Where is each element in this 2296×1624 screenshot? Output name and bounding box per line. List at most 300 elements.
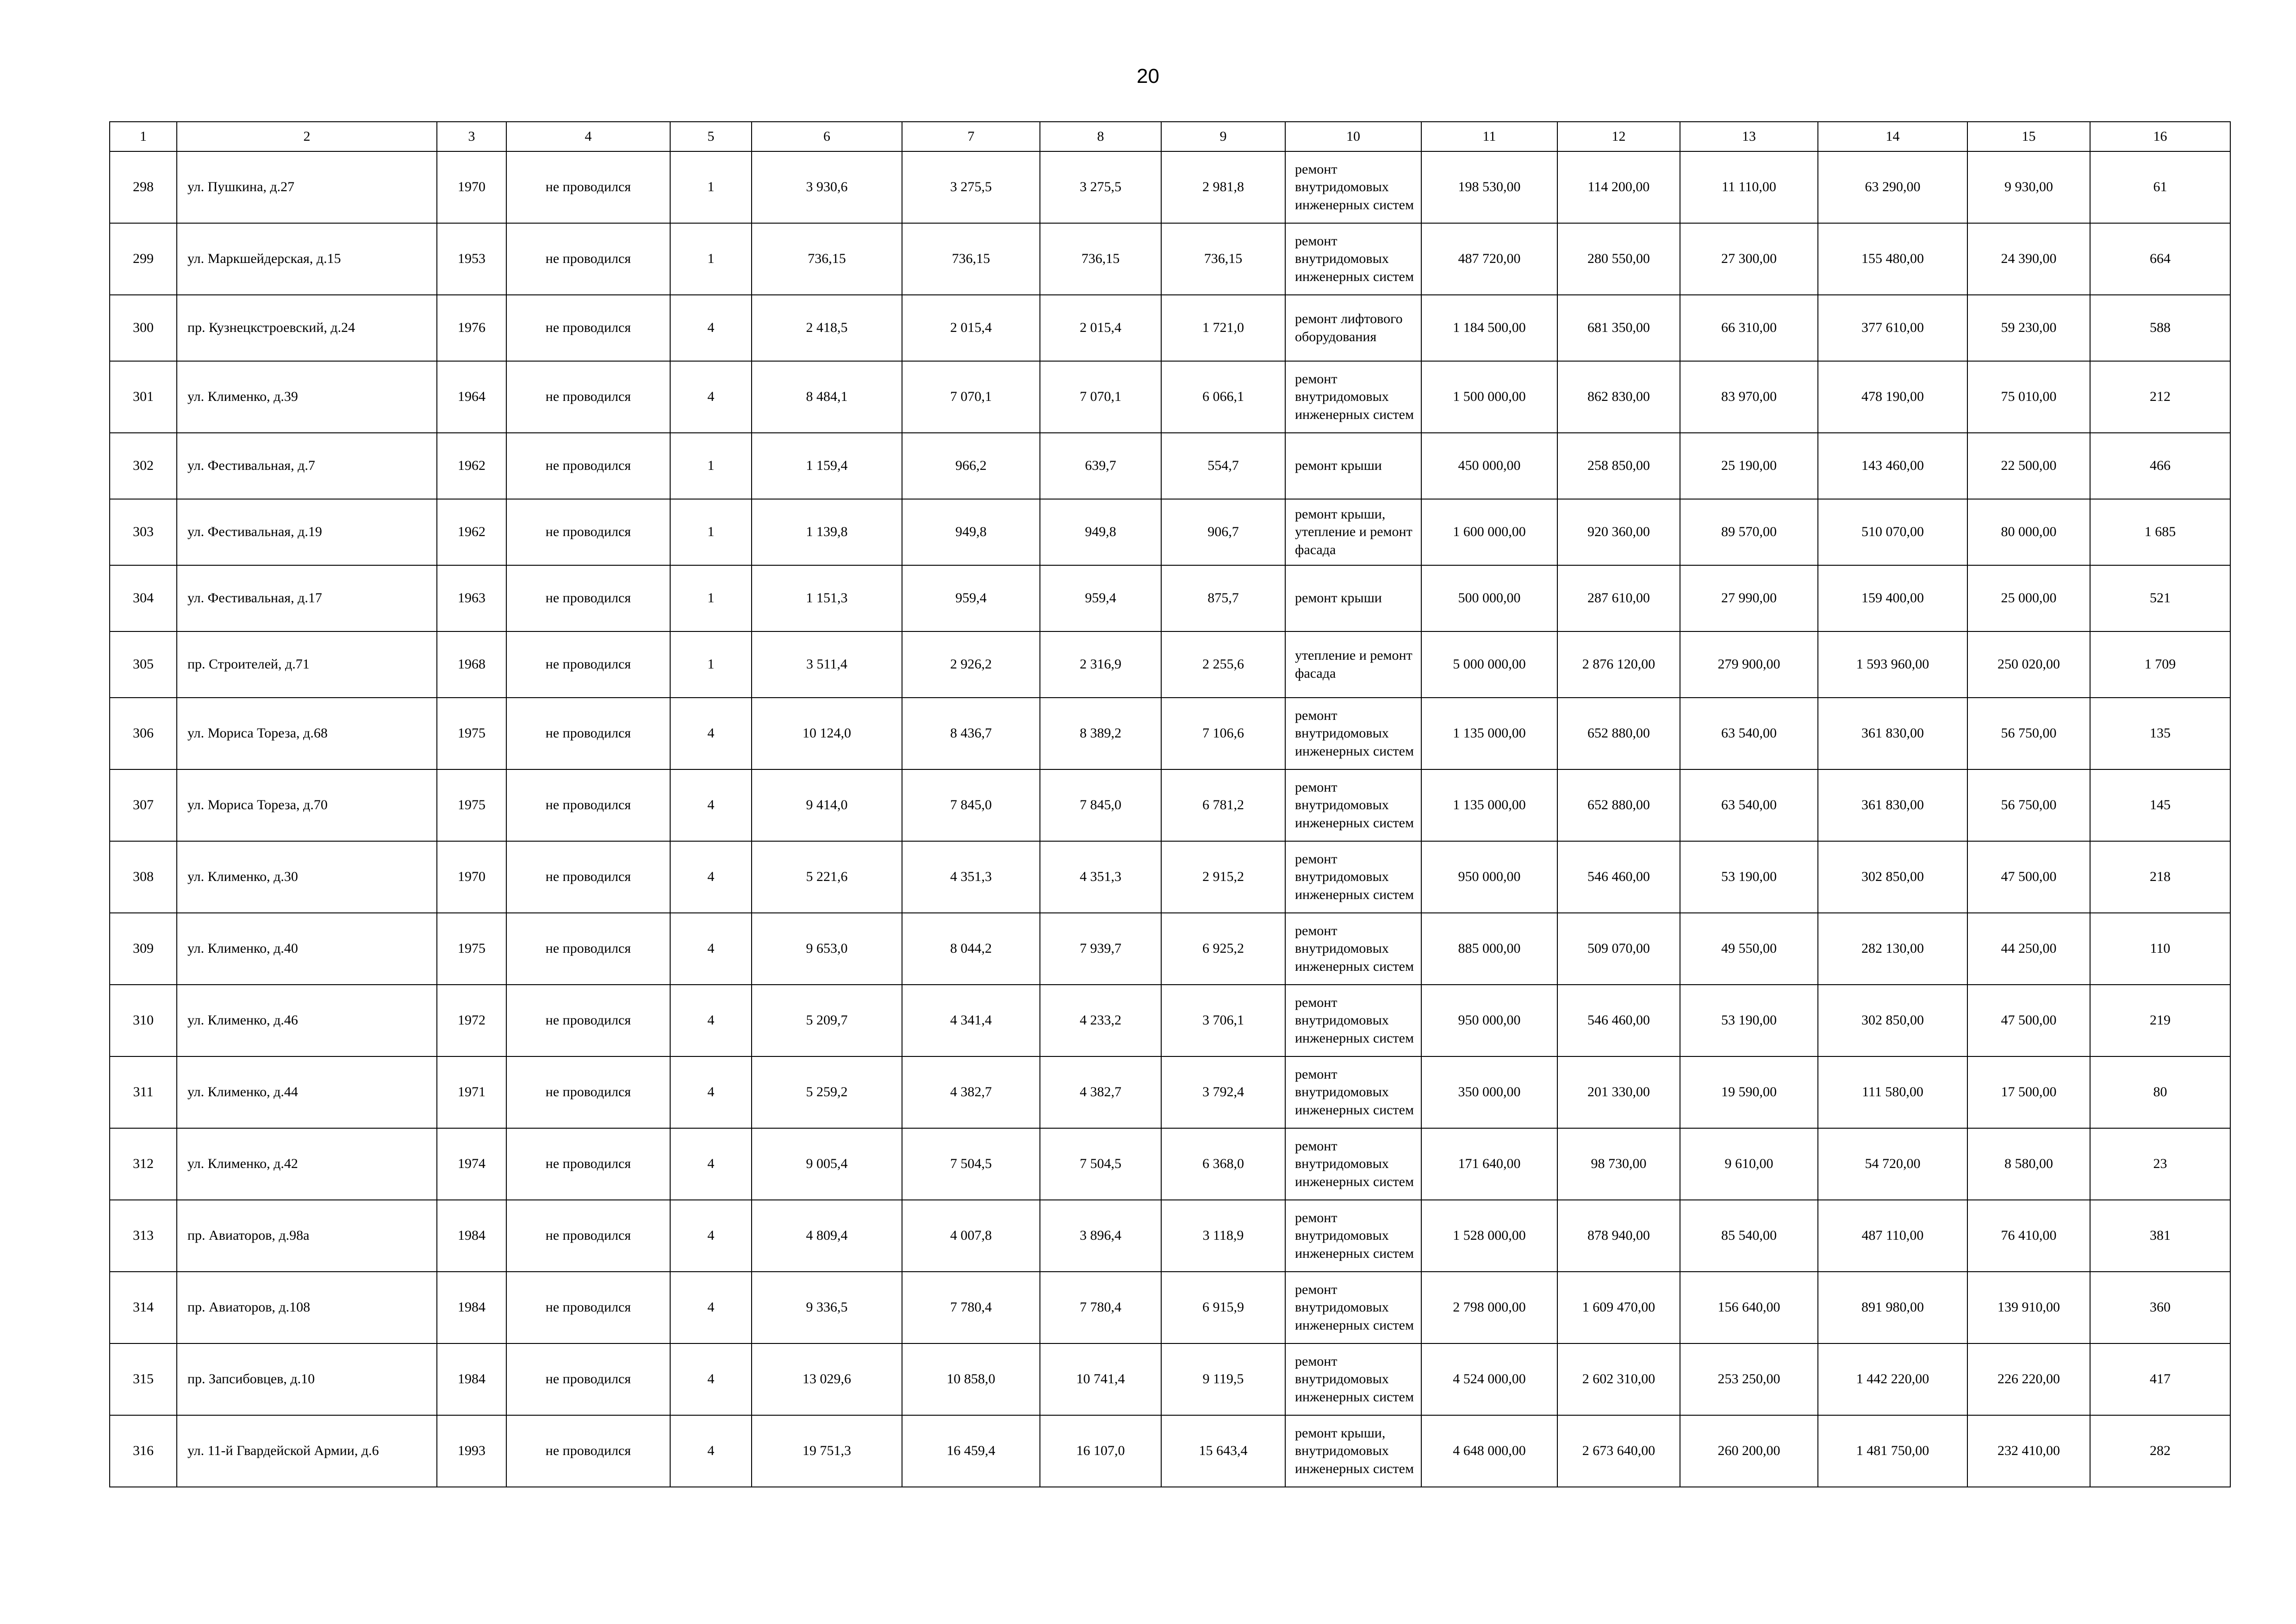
table-cell-col-15: 56 750,00 — [1967, 698, 2090, 769]
table-cell-col-13: 260 200,00 — [1680, 1415, 1818, 1487]
column-header-2: 2 — [177, 122, 437, 151]
table-cell-col-7: 736,15 — [902, 223, 1040, 295]
table-cell-col-12: 546 460,00 — [1557, 841, 1680, 913]
table-cell-col-12: 201 330,00 — [1557, 1056, 1680, 1128]
table-cell-col-2: ул. 11-й Гвардейской Армии, д.6 — [177, 1415, 437, 1487]
table-cell-col-14: 54 720,00 — [1818, 1128, 1967, 1200]
table-cell-col-10: утепление и ремонт фасада — [1285, 631, 1421, 698]
table-cell-col-15: 250 020,00 — [1967, 631, 2090, 698]
table-cell-col-7: 4 341,4 — [902, 985, 1040, 1056]
table-cell-col-1: 306 — [110, 698, 177, 769]
table-cell-col-3: 1972 — [437, 985, 506, 1056]
table-cell-col-6: 13 029,6 — [752, 1343, 902, 1415]
table-cell-col-2: ул. Клименко, д.30 — [177, 841, 437, 913]
table-cell-col-8: 949,8 — [1040, 499, 1161, 565]
table-cell-col-3: 1971 — [437, 1056, 506, 1128]
table-cell-col-5: 4 — [670, 295, 752, 361]
table-cell-col-9: 6 368,0 — [1161, 1128, 1285, 1200]
table-cell-col-10: ремонт внутридомовых инженерных систем — [1285, 1272, 1421, 1343]
table-cell-col-13: 53 190,00 — [1680, 841, 1818, 913]
table-cell-col-1: 302 — [110, 433, 177, 499]
table-cell-col-4: не проводился — [506, 631, 670, 698]
table-cell-col-8: 4 351,3 — [1040, 841, 1161, 913]
table-cell-col-4: не проводился — [506, 361, 670, 433]
table-cell-col-13: 85 540,00 — [1680, 1200, 1818, 1272]
table-cell-col-11: 450 000,00 — [1421, 433, 1557, 499]
table-cell-col-4: не проводился — [506, 841, 670, 913]
table-cell-col-1: 305 — [110, 631, 177, 698]
table-cell-col-5: 4 — [670, 1056, 752, 1128]
table-cell-col-11: 198 530,00 — [1421, 151, 1557, 223]
column-header-8: 8 — [1040, 122, 1161, 151]
table-cell-col-15: 17 500,00 — [1967, 1056, 2090, 1128]
table-cell-col-9: 2 255,6 — [1161, 631, 1285, 698]
table-cell-col-7: 8 044,2 — [902, 913, 1040, 985]
table-cell-col-3: 1984 — [437, 1200, 506, 1272]
table-cell-col-10: ремонт внутридомовых инженерных систем — [1285, 1343, 1421, 1415]
table-cell-col-3: 1975 — [437, 913, 506, 985]
table-cell-col-7: 4 382,7 — [902, 1056, 1040, 1128]
table-cell-col-3: 1984 — [437, 1343, 506, 1415]
table-cell-col-14: 891 980,00 — [1818, 1272, 1967, 1343]
table-cell-col-16: 381 — [2090, 1200, 2230, 1272]
table-cell-col-14: 361 830,00 — [1818, 698, 1967, 769]
table-cell-col-6: 3 511,4 — [752, 631, 902, 698]
column-number-row — [110, 122, 2230, 151]
column-header-3: 3 — [437, 122, 506, 151]
table-cell-col-8: 7 070,1 — [1040, 361, 1161, 433]
table-cell-col-6: 10 124,0 — [752, 698, 902, 769]
table-cell-col-14: 302 850,00 — [1818, 985, 1967, 1056]
table-cell-col-1: 307 — [110, 769, 177, 841]
table-cell-col-4: не проводился — [506, 565, 670, 631]
column-header-10: 10 — [1285, 122, 1421, 151]
table-cell-col-15: 139 910,00 — [1967, 1272, 2090, 1343]
table-cell-col-15: 25 000,00 — [1967, 565, 2090, 631]
table-cell-col-6: 9 653,0 — [752, 913, 902, 985]
table-cell-col-16: 80 — [2090, 1056, 2230, 1128]
table-cell-col-1: 300 — [110, 295, 177, 361]
table-cell-col-7: 949,8 — [902, 499, 1040, 565]
table-cell-col-12: 546 460,00 — [1557, 985, 1680, 1056]
table-cell-col-12: 652 880,00 — [1557, 698, 1680, 769]
table-cell-col-5: 1 — [670, 223, 752, 295]
table-cell-col-14: 111 580,00 — [1818, 1056, 1967, 1128]
table-row — [110, 841, 2230, 913]
page-number: 20 — [1137, 65, 1159, 87]
table-cell-col-16: 135 — [2090, 698, 2230, 769]
table-cell-col-9: 906,7 — [1161, 499, 1285, 565]
column-header-11: 11 — [1421, 122, 1557, 151]
table-cell-col-11: 171 640,00 — [1421, 1128, 1557, 1200]
table-cell-col-15: 8 580,00 — [1967, 1128, 2090, 1200]
table-cell-col-2: пр. Авиаторов, д.98а — [177, 1200, 437, 1272]
table-cell-col-8: 4 233,2 — [1040, 985, 1161, 1056]
table-cell-col-7: 7 780,4 — [902, 1272, 1040, 1343]
table-cell-col-2: ул. Фестивальная, д.19 — [177, 499, 437, 565]
table-cell-col-1: 315 — [110, 1343, 177, 1415]
table-cell-col-3: 1962 — [437, 433, 506, 499]
table-cell-col-7: 16 459,4 — [902, 1415, 1040, 1487]
column-header-9: 9 — [1161, 122, 1285, 151]
table-cell-col-13: 83 970,00 — [1680, 361, 1818, 433]
table-cell-col-9: 3 792,4 — [1161, 1056, 1285, 1128]
table-cell-col-12: 2 673 640,00 — [1557, 1415, 1680, 1487]
table-cell-col-8: 7 780,4 — [1040, 1272, 1161, 1343]
table-cell-col-6: 5 209,7 — [752, 985, 902, 1056]
table-cell-col-7: 966,2 — [902, 433, 1040, 499]
table-cell-col-6: 1 159,4 — [752, 433, 902, 499]
table-cell-col-3: 1975 — [437, 698, 506, 769]
table-row — [110, 1128, 2230, 1200]
table-cell-col-16: 417 — [2090, 1343, 2230, 1415]
table-cell-col-4: не проводился — [506, 698, 670, 769]
table-cell-col-12: 287 610,00 — [1557, 565, 1680, 631]
table-cell-col-6: 8 484,1 — [752, 361, 902, 433]
table-cell-col-6: 5 259,2 — [752, 1056, 902, 1128]
column-header-7: 7 — [902, 122, 1040, 151]
table-cell-col-15: 80 000,00 — [1967, 499, 2090, 565]
table-cell-col-16: 282 — [2090, 1415, 2230, 1487]
table-cell-col-16: 145 — [2090, 769, 2230, 841]
table-cell-col-10: ремонт крыши — [1285, 565, 1421, 631]
table-cell-col-7: 4 351,3 — [902, 841, 1040, 913]
table-cell-col-5: 4 — [670, 1272, 752, 1343]
table-row — [110, 698, 2230, 769]
table-cell-col-7: 7 070,1 — [902, 361, 1040, 433]
table-cell-col-10: ремонт внутридомовых инженерных систем — [1285, 1056, 1421, 1128]
table-cell-col-4: не проводился — [506, 1056, 670, 1128]
table-cell-col-2: ул. Клименко, д.46 — [177, 985, 437, 1056]
table-cell-col-6: 9 414,0 — [752, 769, 902, 841]
table-row — [110, 631, 2230, 698]
table-cell-col-8: 7 939,7 — [1040, 913, 1161, 985]
table-cell-col-8: 3 275,5 — [1040, 151, 1161, 223]
table-cell-col-8: 7 504,5 — [1040, 1128, 1161, 1200]
table-cell-col-16: 1 709 — [2090, 631, 2230, 698]
table-cell-col-14: 1 442 220,00 — [1818, 1343, 1967, 1415]
table-cell-col-9: 6 781,2 — [1161, 769, 1285, 841]
table-cell-col-4: не проводился — [506, 1415, 670, 1487]
table-cell-col-10: ремонт внутридомовых инженерных систем — [1285, 223, 1421, 295]
table-cell-col-7: 10 858,0 — [902, 1343, 1040, 1415]
table-cell-col-10: ремонт внутридомовых инженерных систем — [1285, 913, 1421, 985]
table-cell-col-1: 301 — [110, 361, 177, 433]
table-cell-col-5: 4 — [670, 769, 752, 841]
table-cell-col-16: 61 — [2090, 151, 2230, 223]
table-cell-col-2: пр. Запсибовцев, д.10 — [177, 1343, 437, 1415]
table-row — [110, 769, 2230, 841]
table-cell-col-12: 280 550,00 — [1557, 223, 1680, 295]
table-cell-col-15: 44 250,00 — [1967, 913, 2090, 985]
table-cell-col-6: 1 139,8 — [752, 499, 902, 565]
table-cell-col-3: 1970 — [437, 151, 506, 223]
table-cell-col-3: 1964 — [437, 361, 506, 433]
column-header-15: 15 — [1967, 122, 2090, 151]
table-cell-col-3: 1968 — [437, 631, 506, 698]
table-cell-col-5: 1 — [670, 151, 752, 223]
column-header-16: 16 — [2090, 122, 2230, 151]
table-cell-col-6: 5 221,6 — [752, 841, 902, 913]
table-cell-col-12: 98 730,00 — [1557, 1128, 1680, 1200]
table-cell-col-10: ремонт внутридомовых инженерных систем — [1285, 769, 1421, 841]
table-cell-col-4: не проводился — [506, 1128, 670, 1200]
table-cell-col-13: 66 310,00 — [1680, 295, 1818, 361]
table-cell-col-8: 8 389,2 — [1040, 698, 1161, 769]
table-cell-col-5: 4 — [670, 841, 752, 913]
table-cell-col-10: ремонт крыши, внутридомовых инженерных систем — [1285, 1415, 1421, 1487]
table-row — [110, 295, 2230, 361]
column-header-4: 4 — [506, 122, 670, 151]
table-cell-col-2: ул. Клименко, д.39 — [177, 361, 437, 433]
table-cell-col-16: 664 — [2090, 223, 2230, 295]
table-cell-col-16: 218 — [2090, 841, 2230, 913]
table-cell-col-16: 110 — [2090, 913, 2230, 985]
table-row — [110, 1415, 2230, 1487]
table-cell-col-5: 1 — [670, 565, 752, 631]
table-cell-col-7: 959,4 — [902, 565, 1040, 631]
table-cell-col-9: 3 706,1 — [1161, 985, 1285, 1056]
table-cell-col-14: 377 610,00 — [1818, 295, 1967, 361]
table-cell-col-5: 1 — [670, 631, 752, 698]
table-cell-col-11: 1 135 000,00 — [1421, 698, 1557, 769]
table-cell-col-5: 1 — [670, 433, 752, 499]
table-cell-col-5: 4 — [670, 1200, 752, 1272]
table-cell-col-10: ремонт внутридомовых инженерных систем — [1285, 698, 1421, 769]
table-cell-col-9: 736,15 — [1161, 223, 1285, 295]
table-cell-col-2: ул. Фестивальная, д.7 — [177, 433, 437, 499]
table-cell-col-3: 1976 — [437, 295, 506, 361]
table-cell-col-11: 500 000,00 — [1421, 565, 1557, 631]
table-cell-col-1: 309 — [110, 913, 177, 985]
table-cell-col-16: 360 — [2090, 1272, 2230, 1343]
table-cell-col-14: 487 110,00 — [1818, 1200, 1967, 1272]
table-cell-col-1: 308 — [110, 841, 177, 913]
table-cell-col-4: не проводился — [506, 499, 670, 565]
table-cell-col-8: 4 382,7 — [1040, 1056, 1161, 1128]
table-cell-col-5: 4 — [670, 1343, 752, 1415]
table-cell-col-10: ремонт внутридомовых инженерных систем — [1285, 1128, 1421, 1200]
table-cell-col-14: 159 400,00 — [1818, 565, 1967, 631]
table-cell-col-3: 1984 — [437, 1272, 506, 1343]
table-cell-col-2: ул. Клименко, д.40 — [177, 913, 437, 985]
table-cell-col-6: 19 751,3 — [752, 1415, 902, 1487]
table-cell-col-7: 7 504,5 — [902, 1128, 1040, 1200]
table-cell-col-14: 63 290,00 — [1818, 151, 1967, 223]
table-cell-col-16: 212 — [2090, 361, 2230, 433]
table-cell-col-11: 4 524 000,00 — [1421, 1343, 1557, 1415]
table-cell-col-10: ремонт крыши — [1285, 433, 1421, 499]
table-cell-col-12: 509 070,00 — [1557, 913, 1680, 985]
table-cell-col-9: 875,7 — [1161, 565, 1285, 631]
table-cell-col-2: пр. Строителей, д.71 — [177, 631, 437, 698]
table-cell-col-13: 253 250,00 — [1680, 1343, 1818, 1415]
table-row — [110, 1343, 2230, 1415]
table-cell-col-1: 316 — [110, 1415, 177, 1487]
table-cell-col-8: 10 741,4 — [1040, 1343, 1161, 1415]
table-cell-col-9: 3 118,9 — [1161, 1200, 1285, 1272]
table-cell-col-4: не проводился — [506, 1343, 670, 1415]
table-cell-col-9: 6 915,9 — [1161, 1272, 1285, 1343]
table-cell-col-16: 521 — [2090, 565, 2230, 631]
table-cell-col-1: 313 — [110, 1200, 177, 1272]
table-cell-col-5: 4 — [670, 913, 752, 985]
table-cell-col-9: 7 106,6 — [1161, 698, 1285, 769]
table-cell-col-10: ремонт внутридомовых инженерных систем — [1285, 361, 1421, 433]
table-cell-col-1: 314 — [110, 1272, 177, 1343]
table-cell-col-3: 1975 — [437, 769, 506, 841]
table-row — [110, 223, 2230, 295]
table-cell-col-11: 1 184 500,00 — [1421, 295, 1557, 361]
table-cell-col-5: 4 — [670, 361, 752, 433]
column-header-12: 12 — [1557, 122, 1680, 151]
table-cell-col-16: 219 — [2090, 985, 2230, 1056]
table-cell-col-2: ул. Клименко, д.44 — [177, 1056, 437, 1128]
table-cell-col-3: 1970 — [437, 841, 506, 913]
table-cell-col-8: 2 316,9 — [1040, 631, 1161, 698]
table-cell-col-15: 56 750,00 — [1967, 769, 2090, 841]
table-cell-col-3: 1953 — [437, 223, 506, 295]
table-cell-col-8: 736,15 — [1040, 223, 1161, 295]
table-cell-col-13: 63 540,00 — [1680, 769, 1818, 841]
table-cell-col-8: 639,7 — [1040, 433, 1161, 499]
table-cell-col-9: 9 119,5 — [1161, 1343, 1285, 1415]
table-cell-col-4: не проводился — [506, 1200, 670, 1272]
table-cell-col-11: 950 000,00 — [1421, 985, 1557, 1056]
table-cell-col-2: ул. Мориса Тореза, д.70 — [177, 769, 437, 841]
table-cell-col-11: 1 528 000,00 — [1421, 1200, 1557, 1272]
table-cell-col-7: 8 436,7 — [902, 698, 1040, 769]
table-cell-col-14: 302 850,00 — [1818, 841, 1967, 913]
table-row — [110, 151, 2230, 223]
table-cell-col-2: пр. Кузнецкстроевский, д.24 — [177, 295, 437, 361]
table-row — [110, 1272, 2230, 1343]
table-cell-col-12: 258 850,00 — [1557, 433, 1680, 499]
table-cell-col-6: 9 005,4 — [752, 1128, 902, 1200]
table-cell-col-15: 76 410,00 — [1967, 1200, 2090, 1272]
table-cell-col-15: 232 410,00 — [1967, 1415, 2090, 1487]
table-cell-col-10: ремонт внутридомовых инженерных систем — [1285, 1200, 1421, 1272]
table-cell-col-10: ремонт лифтового оборудования — [1285, 295, 1421, 361]
table-cell-col-9: 6 066,1 — [1161, 361, 1285, 433]
table-cell-col-16: 1 685 — [2090, 499, 2230, 565]
table-cell-col-13: 25 190,00 — [1680, 433, 1818, 499]
table-cell-col-4: не проводился — [506, 433, 670, 499]
table-cell-col-13: 19 590,00 — [1680, 1056, 1818, 1128]
table-row — [110, 913, 2230, 985]
table-row — [110, 499, 2230, 565]
table-cell-col-11: 350 000,00 — [1421, 1056, 1557, 1128]
table-cell-col-1: 311 — [110, 1056, 177, 1128]
table-cell-col-15: 47 500,00 — [1967, 985, 2090, 1056]
table-cell-col-12: 681 350,00 — [1557, 295, 1680, 361]
table-cell-col-13: 156 640,00 — [1680, 1272, 1818, 1343]
table-cell-col-13: 89 570,00 — [1680, 499, 1818, 565]
table-cell-col-3: 1993 — [437, 1415, 506, 1487]
table-cell-col-8: 16 107,0 — [1040, 1415, 1161, 1487]
table-cell-col-7: 4 007,8 — [902, 1200, 1040, 1272]
table-cell-col-9: 6 925,2 — [1161, 913, 1285, 985]
table-cell-col-1: 310 — [110, 985, 177, 1056]
table-cell-col-11: 5 000 000,00 — [1421, 631, 1557, 698]
table-cell-col-7: 3 275,5 — [902, 151, 1040, 223]
table-cell-col-16: 466 — [2090, 433, 2230, 499]
table-cell-col-6: 1 151,3 — [752, 565, 902, 631]
table-cell-col-13: 53 190,00 — [1680, 985, 1818, 1056]
table-row — [110, 565, 2230, 631]
table-cell-col-4: не проводился — [506, 223, 670, 295]
table-cell-col-13: 279 900,00 — [1680, 631, 1818, 698]
table-cell-col-14: 155 480,00 — [1818, 223, 1967, 295]
table-cell-col-1: 304 — [110, 565, 177, 631]
table-row — [110, 433, 2230, 499]
table-cell-col-3: 1974 — [437, 1128, 506, 1200]
table-cell-col-4: не проводился — [506, 913, 670, 985]
table-cell-col-7: 2 926,2 — [902, 631, 1040, 698]
table-row — [110, 985, 2230, 1056]
table-cell-col-4: не проводился — [506, 151, 670, 223]
table-cell-col-15: 22 500,00 — [1967, 433, 2090, 499]
table-cell-col-9: 2 915,2 — [1161, 841, 1285, 913]
table-cell-col-6: 2 418,5 — [752, 295, 902, 361]
table-cell-col-11: 885 000,00 — [1421, 913, 1557, 985]
table-cell-col-6: 4 809,4 — [752, 1200, 902, 1272]
table-cell-col-12: 1 609 470,00 — [1557, 1272, 1680, 1343]
table-cell-col-14: 282 130,00 — [1818, 913, 1967, 985]
table-cell-col-2: ул. Клименко, д.42 — [177, 1128, 437, 1200]
table-cell-col-7: 2 015,4 — [902, 295, 1040, 361]
table-body — [110, 151, 2230, 1487]
table-cell-col-11: 1 600 000,00 — [1421, 499, 1557, 565]
table-cell-col-15: 226 220,00 — [1967, 1343, 2090, 1415]
table-cell-col-9: 1 721,0 — [1161, 295, 1285, 361]
table-cell-col-6: 9 336,5 — [752, 1272, 902, 1343]
table-cell-col-3: 1963 — [437, 565, 506, 631]
table-cell-col-2: ул. Фестивальная, д.17 — [177, 565, 437, 631]
table-cell-col-4: не проводился — [506, 1272, 670, 1343]
table-cell-col-5: 4 — [670, 698, 752, 769]
table-cell-col-11: 2 798 000,00 — [1421, 1272, 1557, 1343]
table-cell-col-14: 143 460,00 — [1818, 433, 1967, 499]
table-cell-col-8: 3 896,4 — [1040, 1200, 1161, 1272]
table-cell-col-5: 4 — [670, 1128, 752, 1200]
table-cell-col-6: 736,15 — [752, 223, 902, 295]
table-row — [110, 1200, 2230, 1272]
table-cell-col-11: 4 648 000,00 — [1421, 1415, 1557, 1487]
table-cell-col-14: 510 070,00 — [1818, 499, 1967, 565]
table-cell-col-14: 361 830,00 — [1818, 769, 1967, 841]
table-cell-col-14: 1 481 750,00 — [1818, 1415, 1967, 1487]
table-cell-col-13: 27 300,00 — [1680, 223, 1818, 295]
table-cell-col-10: ремонт крыши, утепление и ремонт фасада — [1285, 499, 1421, 565]
table-cell-col-8: 2 015,4 — [1040, 295, 1161, 361]
table-cell-col-12: 862 830,00 — [1557, 361, 1680, 433]
table-cell-col-11: 487 720,00 — [1421, 223, 1557, 295]
table-cell-col-15: 24 390,00 — [1967, 223, 2090, 295]
table-cell-col-15: 59 230,00 — [1967, 295, 2090, 361]
table-cell-col-5: 1 — [670, 499, 752, 565]
table-cell-col-4: не проводился — [506, 985, 670, 1056]
column-header-1: 1 — [110, 122, 177, 151]
table-cell-col-13: 27 990,00 — [1680, 565, 1818, 631]
table-cell-col-2: ул. Пушкина, д.27 — [177, 151, 437, 223]
table-cell-col-10: ремонт внутридомовых инженерных систем — [1285, 151, 1421, 223]
table-cell-col-8: 959,4 — [1040, 565, 1161, 631]
table-cell-col-13: 49 550,00 — [1680, 913, 1818, 985]
table-cell-col-2: пр. Авиаторов, д.108 — [177, 1272, 437, 1343]
table-cell-col-1: 298 — [110, 151, 177, 223]
repair-register-table — [109, 121, 2231, 1487]
